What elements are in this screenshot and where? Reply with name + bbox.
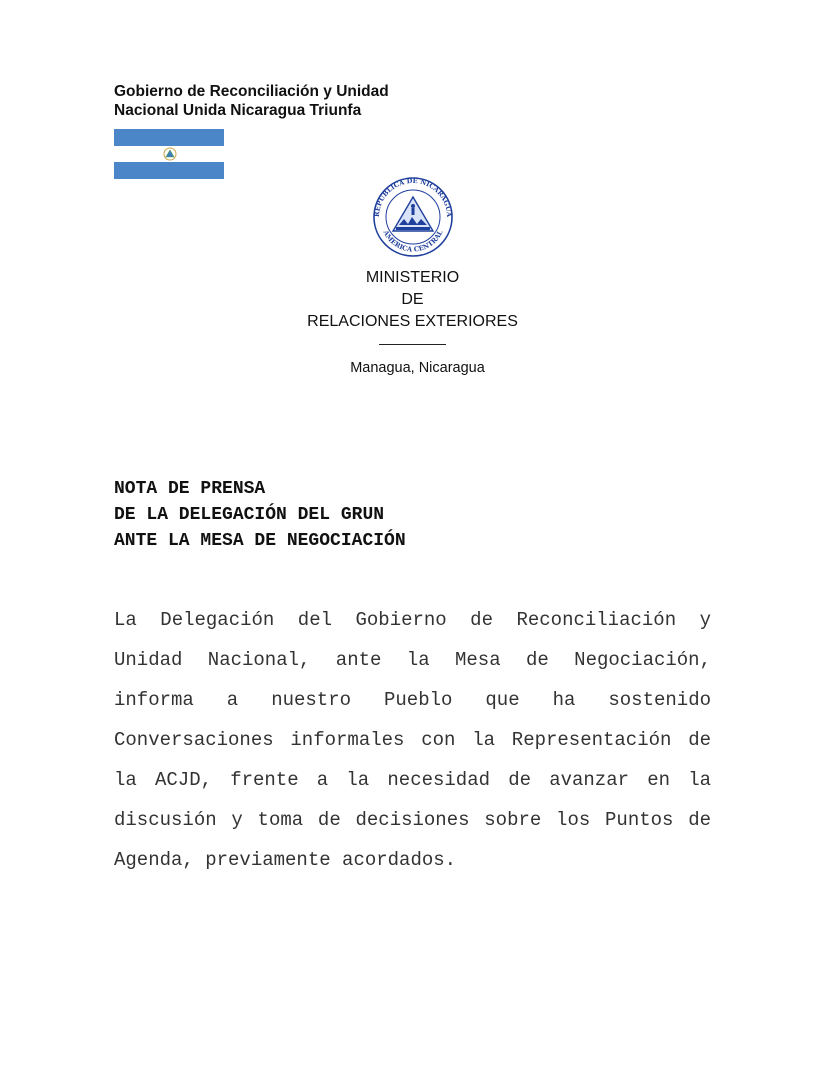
government-line-2: Nacional Unida Nicaragua Triunfa (114, 102, 362, 119)
seal-bottom-text: AMERICA CENTRAL (381, 228, 445, 254)
seal-top-text: REPUBLICA DE NICARAGUA (372, 176, 454, 218)
heading-line-2: DE LA DELEGACIÓN DEL GRUN (114, 505, 385, 525)
divider-rule (379, 344, 446, 345)
press-note-body: La Delegación del Gobierno de Reconciliación y Unidad Nacional, ante la Mesa de Negociación, informa a nuestro Pueblo que ha sostenido Conversaciones informales con la Representación de la ACJD, frente a la necesidad de avanzar en la discusión y toma de decisiones sobre los Puntos de Agenda, previamente acordados. (114, 609, 711, 871)
government-header (114, 82, 389, 120)
press-note-heading (114, 476, 406, 554)
coat-of-arms-seal (366, 175, 460, 259)
heading-line-1: NOTA DE PRENSA (114, 479, 266, 499)
nicaragua-flag-icon (114, 129, 224, 179)
ministry-title (250, 267, 575, 333)
location-text: Managua, Nicaragua (350, 360, 485, 376)
heading-line-3: ANTE LA MESA DE NEGOCIACIÓN (114, 531, 406, 551)
ministry-line-1: MINISTERIO (365, 269, 460, 286)
government-line-1: Gobierno de Reconciliación y Unidad (114, 83, 389, 100)
ministry-line-2: DE (401, 291, 424, 308)
ministry-line-3: RELACIONES EXTERIORES (307, 313, 518, 330)
